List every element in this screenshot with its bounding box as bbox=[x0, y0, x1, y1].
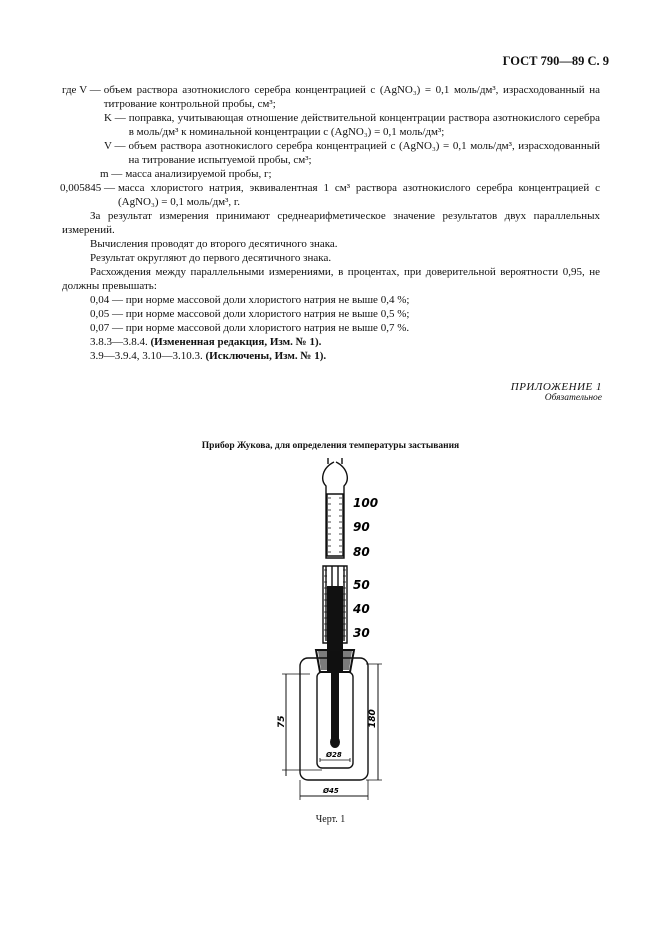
amendment-ref: 3.9—3.9.4, 3.10—3.10.3. bbox=[90, 350, 203, 362]
definition-term: 0,005845 — bbox=[60, 182, 115, 194]
appendix-heading bbox=[511, 381, 602, 403]
definition-term: V — bbox=[104, 140, 126, 152]
limit-item: 0,07 — при норме массовой доли хлористого натрия не выше 0,7 %. bbox=[90, 322, 410, 334]
paragraph: За результат измерения принимают среднеарифметическое значение результатов двух параллельных измерений. bbox=[62, 210, 600, 236]
scale-label-80: 80 bbox=[353, 545, 370, 559]
paragraph: Расхождения между параллельными измерениями, в процентах, при доверительной вероятности 0,95, не должны превышать: bbox=[62, 266, 600, 292]
body-text bbox=[62, 83, 600, 363]
page-header: ГОСТ 790—89 С. 9 bbox=[502, 54, 609, 68]
dimension-outer-diameter: Ø45 bbox=[323, 787, 339, 795]
scale-label-40: 40 bbox=[353, 602, 370, 616]
amendment-note: (Исключены, Изм. № 1). bbox=[205, 350, 327, 362]
amendment-note: (Измененная редакция, Изм. № 1). bbox=[150, 336, 322, 348]
dimension-height-outer: 180 bbox=[368, 709, 378, 728]
zhukov-apparatus-drawing bbox=[262, 458, 402, 808]
appendix-title: ПРИЛОЖЕНИЕ 1 bbox=[510, 381, 602, 393]
appendix-subtitle: Обязательное bbox=[544, 393, 602, 403]
definition-desc: поправка, учитывающая отношение действительной концентрации раствора азотнокислого серебра в моль/дм³ к номинальной концентрации c (AgNO₃) = 0,1 моль/дм³; bbox=[128, 112, 600, 138]
definition-v-sample bbox=[62, 139, 600, 167]
definition-desc: масса хлористого натрия, эквивалентная 1 см³ раствора азотнокислого серебра концентрацией c (AgNO₃) = 0,1 моль/дм³, г. bbox=[118, 182, 600, 208]
scale-label-30: 30 bbox=[353, 626, 370, 640]
scale-label-100: 100 bbox=[353, 496, 379, 510]
amendment-line bbox=[62, 335, 600, 349]
definition-v-control bbox=[62, 83, 600, 111]
limit-item: 0,05 — при норме массовой доли хлористого натрия не выше 0,5 %; bbox=[90, 308, 410, 320]
definition-constant bbox=[60, 181, 600, 209]
definition-term: где V — bbox=[62, 84, 101, 96]
dimension-inner-diameter: Ø28 bbox=[326, 751, 342, 759]
definition-term: m — bbox=[100, 168, 123, 180]
paragraph: Результат округляют до первого десятичного знака. bbox=[90, 252, 332, 264]
paragraph: Вычисления проводят до второго десятичного знака. bbox=[90, 238, 338, 250]
amendment-ref: 3.8.3—3.8.4. bbox=[90, 336, 148, 348]
figure-title: Прибор Жукова, для определения температуры застывания bbox=[201, 441, 460, 451]
definition-desc: масса анализируемой пробы, г; bbox=[125, 168, 272, 180]
scale-label-50: 50 bbox=[353, 578, 370, 592]
amendment-line bbox=[62, 349, 600, 363]
scale-label-90: 90 bbox=[353, 520, 370, 534]
definition-term: K — bbox=[104, 112, 126, 124]
limit-item: 0,04 — при норме массовой доли хлористого натрия не выше 0,4 %; bbox=[90, 294, 410, 306]
definition-m bbox=[62, 167, 600, 181]
dimension-height-inner: 75 bbox=[277, 715, 287, 728]
definition-desc: объем раствора азотнокислого серебра концентрацией c (AgNO₃) = 0,1 моль/дм³, израсходованный на титрование испытуемой пробы, см³; bbox=[128, 140, 600, 166]
definition-desc: объем раствора азотнокислого серебра концентрацией c (AgNO₃) = 0,1 моль/дм³, израсходованный на титрование контрольной пробы, см³; bbox=[103, 84, 600, 110]
definition-k bbox=[62, 111, 600, 139]
figure-caption: Черт. 1 bbox=[315, 814, 346, 825]
